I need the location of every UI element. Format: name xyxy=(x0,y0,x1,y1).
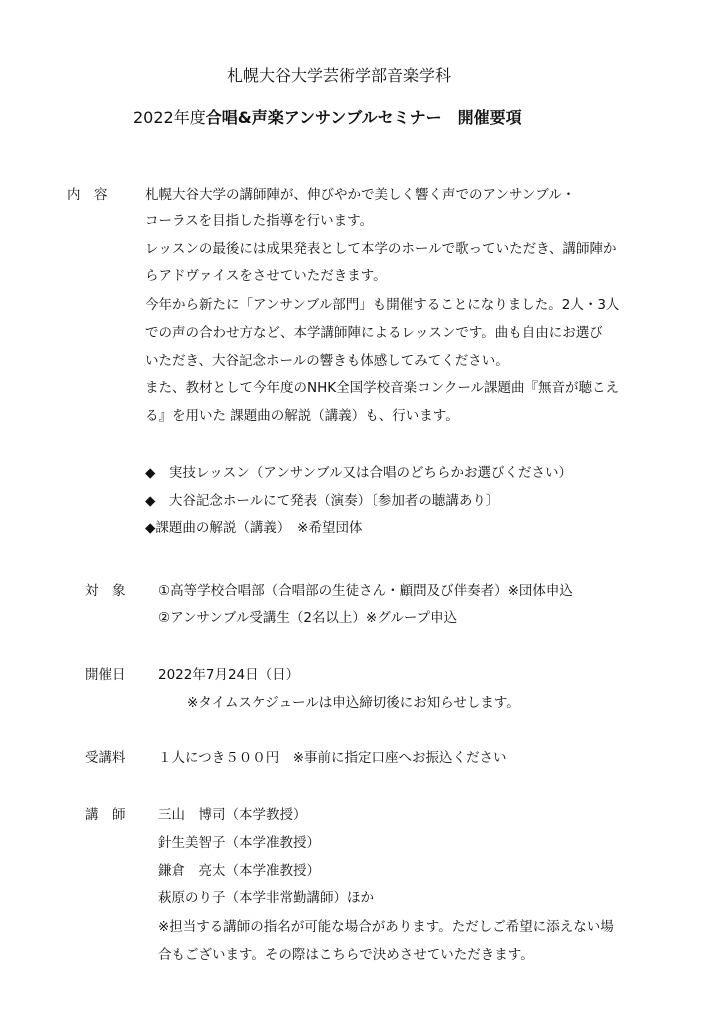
content-line: いただき、大谷記念ホールの響きも体感してみてください。 xyxy=(145,353,509,369)
content-bullet: ◆ 大谷記念ホールにて発表（演奏）〔参加者の聴講あり〕 xyxy=(145,493,500,509)
instructor-line: 鎌倉 亮太（本学准教授） xyxy=(158,863,320,879)
fee-label: 受講料 xyxy=(85,750,126,766)
instructor-line: 三山 博司（本学教授） xyxy=(158,807,307,823)
target-line: ①高等学校合唱部（合唱部の生徒さん・顧問及び伴奏者）※団体申込 xyxy=(158,583,573,599)
target-line: ②アンサンブル受講生（2名以上）※グループ申込 xyxy=(158,610,458,626)
instructor-line: 針生美智子（本学准教授） xyxy=(158,835,320,851)
content-line: らアドヴァイスをさせていただきます。 xyxy=(145,268,387,284)
instructor-note: 合もございます。その際はこちらで決めさせていただきます。 xyxy=(158,947,534,963)
target-label: 対 象 xyxy=(85,583,126,599)
date-value: 2022年7月24日（日） xyxy=(158,667,300,683)
subtitle-year: 2022年度 xyxy=(133,108,206,127)
content-line: また、教材として今年度のNHK全国学校音楽コンクール課題曲『無音が聴こえ xyxy=(145,380,620,396)
content-line: 今年から新たに「アンサンブル部門」も開催することになりました。2人・3人 xyxy=(145,297,620,313)
page-subtitle xyxy=(133,109,522,127)
instructors-label: 講 師 xyxy=(85,807,126,823)
instructor-line: 萩原のり子（本学非常勤講師）ほか xyxy=(158,890,374,906)
content-line: での声の合わせ方など、本学講師陣によるレッスンです。曲も自由にお選び xyxy=(145,325,603,341)
content-bullet: ◆課題曲の解説（講義） ※希望団体 xyxy=(145,520,363,536)
content-line: レッスンの最後には成果発表として本学のホールで歌っていただき、講師陣か xyxy=(145,241,617,257)
fee-value: １人につき５００円 ※事前に指定口座へお振込ください xyxy=(158,750,507,766)
instructor-note: ※担当する講師の指名が可能な場合があります。ただしご希望に添えない場 xyxy=(158,919,614,935)
content-bullet: ◆ 実技レッスン（アンサンブル又は合唱のどちらかお選びください） xyxy=(145,465,572,481)
subtitle-main: 合唱&声楽アンサンブルセミナー 開催要項 xyxy=(205,108,522,127)
content-line: る』を用いた 課題曲の解説（講義）も、行います。 xyxy=(145,408,459,424)
content-line: 札幌大谷大学の講師陣が、伸びやかで美しく響く声でのアンサンブル・ xyxy=(145,187,576,203)
date-label: 開催日 xyxy=(85,667,126,683)
page-title: 札幌大谷大学芸術学部音楽学科 xyxy=(227,66,452,85)
content-label: 内 容 xyxy=(67,187,108,203)
date-note: ※タイムスケジュールは申込締切後にお知らせします。 xyxy=(187,695,520,711)
content-line: コーラスを目指した指導を行います。 xyxy=(145,213,374,229)
